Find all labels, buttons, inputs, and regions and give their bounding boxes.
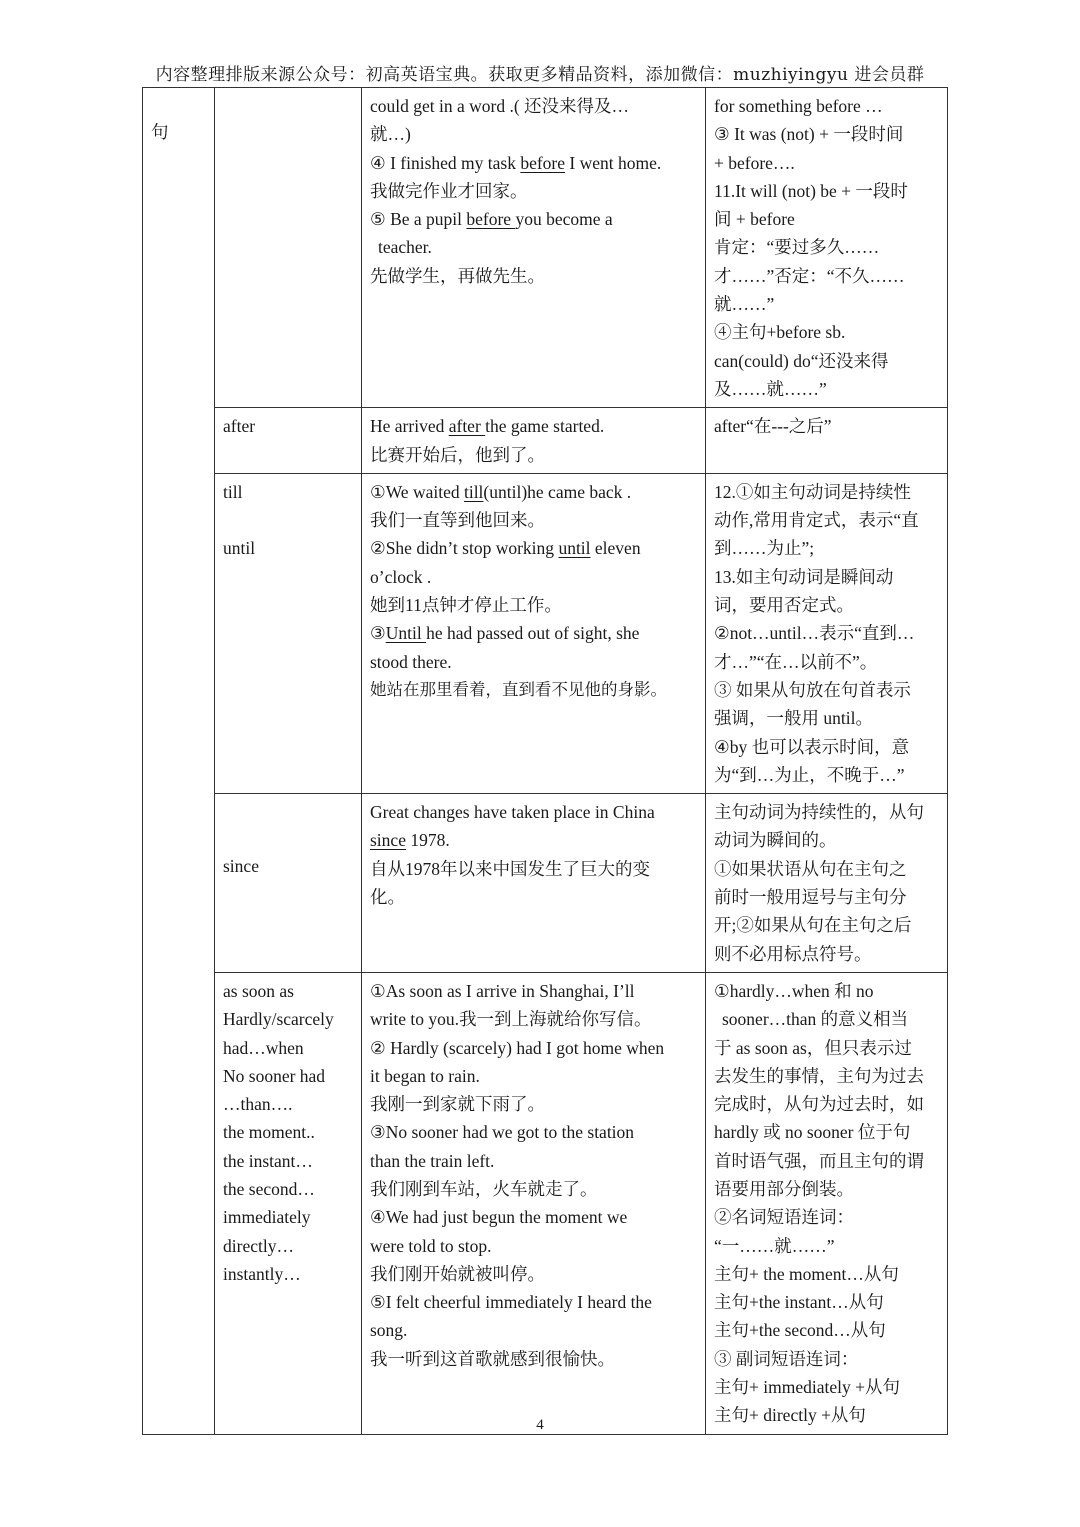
example-line: 我一听到这首歌就感到很愉快。 (370, 1348, 615, 1369)
underlined-conjunction: before (520, 152, 566, 173)
note-line: 则不必用标点符号。 (714, 943, 872, 964)
conjunction-word: Hardly/scarcely (223, 1009, 334, 1030)
table-row (143, 972, 948, 1434)
example-line: ④ I finished my task before I went home. (370, 152, 662, 173)
note-line: 首时语气强，而且主句的谓 (714, 1150, 924, 1171)
note-line: ④主句+before sb. (714, 322, 846, 343)
note-line: after“在---之后” (714, 416, 832, 437)
example-line: 我们一直等到他回来。 (370, 510, 545, 531)
example-line: ④We had just begun the moment we (370, 1207, 628, 1228)
note-line: ④by 也可以表示时间，意 (714, 736, 910, 757)
example-line: teacher. (378, 237, 432, 258)
conjunction-cell (215, 473, 362, 793)
conjunction-cell (215, 794, 362, 973)
note-line: ②名词短语连词： (714, 1207, 854, 1228)
conjunction-cell (215, 408, 362, 474)
example-line: it began to rain. (370, 1065, 480, 1086)
conjunction-word: instantly… (223, 1263, 301, 1284)
example-line: ①We waited till(until)he came back . (370, 481, 632, 502)
page-number: 4 (536, 1417, 544, 1433)
example-line: ⑤I felt cheerful immediately I heard the (370, 1292, 652, 1313)
note-line: can(could) do“还没来得 (714, 350, 889, 371)
note-line: ③ 如果从句放在句首表示 (714, 679, 911, 700)
example-line: 我们刚到车站，火车就走了。 (370, 1178, 598, 1199)
page-header: 内容整理排版来源公众号：初高英语宝典。获取更多精品资料，添加微信：muzhiyingyu 进会员群 (155, 65, 925, 85)
conjunction-word: directly… (223, 1235, 294, 1256)
note-line: 强调，一般用 until。 (714, 708, 873, 729)
example-line: 她站在那里看着，直到看不见他的身影。 (370, 679, 667, 699)
example-line: He arrived after the game started. (370, 416, 605, 437)
note-line: 间 + before (714, 209, 795, 230)
grammar-table (142, 87, 948, 1435)
table-row (143, 408, 948, 474)
note-line: sooner…than 的意义相当 (722, 1009, 909, 1030)
conjunction-word: as soon as (223, 980, 294, 1001)
note-line: ①hardly…when 和 no (714, 980, 874, 1001)
note-line: for something before … (714, 96, 883, 116)
example-line: ③Until he had passed out of sight, she (370, 623, 640, 644)
example-cell (362, 972, 706, 1434)
table-row (143, 473, 948, 793)
note-line: ③ 副词短语连词： (714, 1348, 859, 1369)
example-line: since 1978. (370, 830, 450, 851)
table-row (143, 88, 948, 408)
conjunction-word: …than…. (223, 1094, 293, 1115)
example-line: ② Hardly (scarcely) had I got home when (370, 1037, 665, 1058)
example-cell (362, 88, 706, 408)
conjunction-word: till (223, 481, 243, 502)
notes-cell (706, 408, 948, 474)
example-line: could get in a word .( 还没来得及… (370, 96, 630, 116)
note-line: 12.①如主句动词是持续性 (714, 481, 911, 502)
notes-cell (706, 473, 948, 793)
underlined-conjunction: since (370, 830, 406, 851)
example-line: 化。 (370, 887, 405, 908)
example-line: 先做学生，再做先生。 (370, 265, 545, 286)
conjunction-cell (215, 88, 362, 408)
conjunction-word: had…when (223, 1037, 304, 1058)
note-line: 就……” (714, 294, 775, 315)
section-label: 句 (151, 122, 169, 142)
note-line: 于 as soon as，但只表示过 (714, 1037, 912, 1058)
note-line: 主句+ directly +从句 (714, 1405, 866, 1426)
note-line: 肯定：“要过多久…… (714, 237, 880, 258)
example-line: 比赛开始后，他到了。 (370, 444, 545, 465)
conjunction-word: the moment.. (223, 1122, 315, 1143)
example-cell (362, 408, 706, 474)
note-line: + before…. (714, 152, 795, 173)
notes-cell (706, 794, 948, 973)
note-line: 13.如主句动词是瞬间动 (714, 566, 894, 587)
notes-cell (706, 972, 948, 1434)
note-line: 语要用部分倒装。 (714, 1178, 854, 1199)
note-line: 11.It will (not) be + 一段时 (714, 180, 908, 201)
example-line: Great changes have taken place in China (370, 802, 655, 823)
note-line: 才…”“在…以前不”。 (714, 651, 878, 672)
note-line: ③ It was (not) + 一段时间 (714, 124, 904, 145)
underlined-conjunction: Until (385, 623, 427, 644)
example-line: 我做完作业才回家。 (370, 180, 528, 201)
example-line: than the train left. (370, 1150, 495, 1171)
note-line: 主句+the instant…从句 (714, 1292, 884, 1313)
note-line: 完成时，从句为过去时，如 (714, 1094, 924, 1115)
example-line: ⑤ Be a pupil before you become a (370, 209, 613, 230)
note-line: 开;②如果从句在主句之后 (714, 915, 912, 936)
note-line: 主句+ immediately +从句 (714, 1377, 900, 1398)
note-line: 主句+the second…从句 (714, 1320, 886, 1341)
conjunction-word: since (223, 856, 259, 877)
underlined-conjunction: after (448, 416, 486, 437)
conjunction-word: immediately (223, 1207, 311, 1228)
note-line: ②not…until…表示“直到… (714, 623, 915, 644)
note-line: 动词为瞬间的。 (714, 830, 837, 851)
example-line: write to you.我一到上海就给你写信。 (370, 1009, 652, 1030)
example-line: ②She didn’t stop working until eleven (370, 538, 641, 559)
example-line: 我们刚开始就被叫停。 (370, 1263, 545, 1284)
example-line: ①As soon as I arrive in Shanghai, I’ll (370, 980, 635, 1001)
section-label-cell (143, 88, 215, 1435)
table-row (143, 794, 948, 973)
note-line: 词，要用否定式。 (714, 595, 854, 616)
note-line: 到……为止”; (714, 538, 815, 559)
example-line: 我刚一到家就下雨了。 (370, 1094, 545, 1115)
example-line: 就…) (370, 124, 411, 145)
note-line: hardly 或 no sooner 位于句 (714, 1122, 911, 1143)
note-line: 及……就……” (714, 378, 827, 399)
note-line: 主句+ the moment…从句 (714, 1263, 899, 1284)
underlined-conjunction: until (558, 538, 591, 559)
note-line: 为“到…为止，不晚于…” (714, 764, 905, 785)
underlined-conjunction: till (463, 481, 484, 502)
example-line: stood there. (370, 651, 452, 672)
conjunction-word: until (223, 538, 256, 559)
example-cell (362, 794, 706, 973)
underlined-conjunction: before (466, 209, 516, 230)
note-line: “一……就……” (714, 1235, 835, 1256)
note-line: 才……”否定：“不久…… (714, 265, 905, 286)
example-line: o’clock . (370, 566, 432, 587)
note-line: 动作,常用肯定式，表示“直 (714, 510, 919, 531)
conjunction-cell (215, 972, 362, 1434)
example-line: 自从1978年以来中国发生了巨大的变 (370, 858, 650, 879)
conjunction-word: the instant… (223, 1150, 313, 1171)
conjunction-word: the second… (223, 1178, 315, 1199)
note-line: 前时一般用逗号与主句分 (714, 887, 907, 908)
example-line: ③No sooner had we got to the station (370, 1122, 635, 1143)
notes-cell (706, 88, 948, 408)
note-line: 去发生的事情，主句为过去 (714, 1065, 924, 1086)
example-line: were told to stop. (370, 1235, 492, 1256)
example-line: song. (370, 1320, 408, 1341)
conjunction-word: No sooner had (223, 1065, 326, 1086)
note-line: 主句动词为持续性的，从句 (714, 802, 924, 823)
conjunction-word: after (223, 416, 256, 437)
note-line: ①如果状语从句在主句之 (714, 858, 907, 879)
example-cell (362, 473, 706, 793)
example-line: 她到11点钟才停止工作。 (370, 595, 562, 616)
